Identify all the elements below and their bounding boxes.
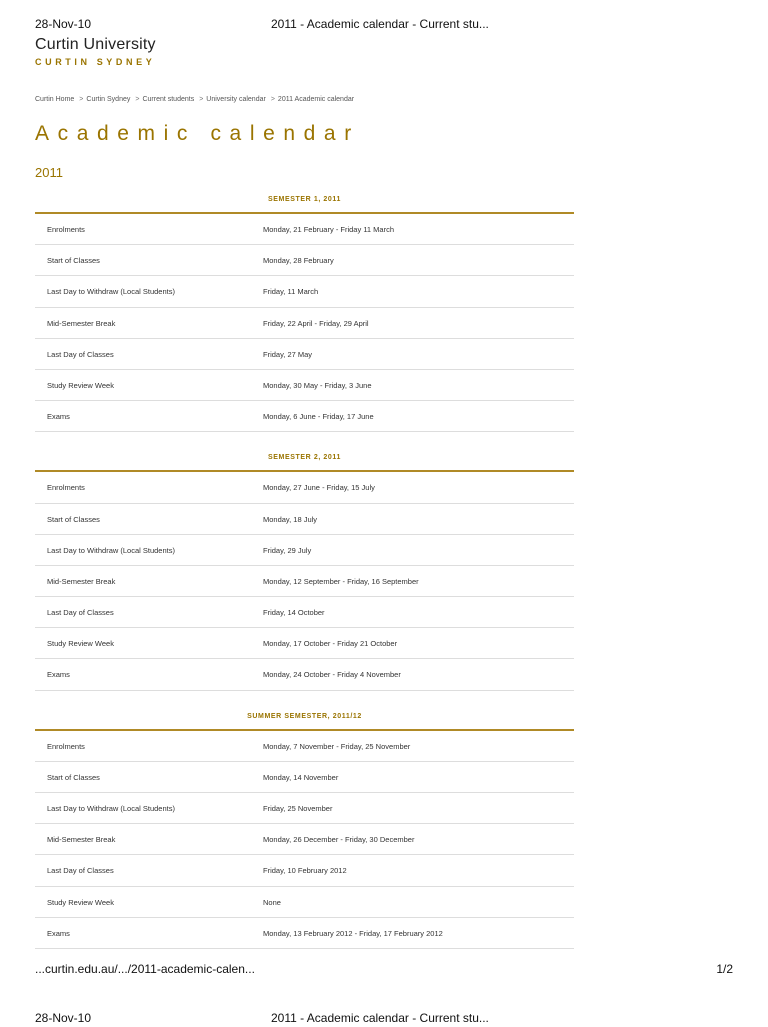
breadcrumb-link[interactable]: Curtin Home [35, 96, 75, 103]
breadcrumb-separator: > [199, 96, 204, 103]
event-dates: Monday, 27 June - Friday, 15 July [263, 483, 375, 493]
table-row [35, 597, 574, 628]
event-dates: Friday, 27 May [263, 349, 313, 359]
breadcrumb-separator: > [270, 96, 275, 103]
calendar-table [35, 190, 574, 949]
page-title: Academic calendar [35, 122, 360, 145]
event-label: Mid-Semester Break [47, 318, 116, 328]
print-document-title-page2: 2011 - Academic calendar - Current stu... [271, 1011, 489, 1025]
table-row [35, 370, 574, 401]
event-dates: Friday, 11 March [263, 287, 319, 297]
table-row [35, 245, 574, 276]
event-dates: Monday, 6 June - Friday, 17 June [263, 412, 374, 422]
event-label: Last Day of Classes [47, 608, 114, 618]
event-dates: None [263, 897, 281, 907]
breadcrumb-link[interactable]: Current students [142, 96, 195, 103]
campus-name[interactable]: CURTIN SYDNEY [35, 57, 156, 67]
event-label: Last Day of Classes [47, 349, 114, 359]
event-dates: Friday, 25 November [263, 804, 333, 813]
event-dates: Monday, 17 October - Friday 21 October [263, 639, 398, 649]
brand-block[interactable] [35, 36, 156, 67]
table-row [35, 339, 574, 370]
event-label: Enrolments [47, 483, 85, 493]
event-label: Exams [47, 670, 70, 680]
table-row [35, 535, 574, 566]
print-footer [35, 962, 733, 978]
event-label: Start of Classes [47, 772, 100, 782]
event-label: Last Day of Classes [47, 866, 114, 876]
event-dates: Friday, 22 April - Friday, 29 April [263, 318, 369, 328]
table-row [35, 731, 574, 762]
event-dates: Monday, 7 November - Friday, 25 November [263, 741, 411, 751]
event-dates: Monday, 18 July [263, 514, 318, 524]
event-label: Enrolments [47, 225, 85, 234]
table-row [35, 659, 574, 690]
table-row [35, 887, 574, 918]
page-number: 1/2 [716, 962, 733, 976]
event-label: Enrolments [47, 741, 85, 751]
university-name[interactable]: Curtin University [35, 36, 156, 53]
event-dates: Monday, 28 February [263, 256, 334, 266]
event-label: Start of Classes [47, 256, 100, 266]
event-label: Study Review Week [47, 897, 114, 907]
table-row [35, 855, 574, 886]
event-label: Exams [47, 928, 70, 938]
breadcrumb-link: 2011 Academic calendar [277, 96, 355, 103]
event-dates: Monday, 14 November [263, 772, 339, 782]
breadcrumb-link[interactable]: University calendar [206, 96, 266, 103]
semester-spacer [35, 691, 574, 707]
table-row [35, 308, 574, 339]
event-dates: Monday, 12 September - Friday, 16 September [263, 576, 419, 586]
print-header-page2 [35, 1011, 733, 1027]
event-dates: Friday, 29 July [263, 545, 312, 555]
event-dates: Monday, 24 October - Friday 4 November [263, 670, 401, 680]
print-date: 28-Nov-10 [35, 17, 92, 31]
event-label: Start of Classes [47, 514, 100, 524]
print-url: ...curtin.edu.au/.../2011-academic-calen... [35, 962, 255, 976]
breadcrumb-separator: > [79, 96, 84, 103]
table-row [35, 276, 574, 307]
event-dates: Friday, 10 February 2012 [263, 866, 347, 876]
event-label: Last Day to Withdraw (Local Students) [47, 287, 175, 297]
table-row [35, 214, 574, 245]
table-row [35, 472, 574, 503]
event-dates: Monday, 13 February 2012 - Friday, 17 February 2012 [263, 928, 443, 938]
breadcrumb-separator: > [135, 96, 140, 103]
print-date-page2: 28-Nov-10 [35, 1011, 92, 1025]
event-dates: Friday, 14 October [263, 608, 325, 618]
event-dates: Monday, 21 February - Friday 11 March [263, 225, 395, 234]
table-row [35, 824, 574, 855]
print-document-title: 2011 - Academic calendar - Current stu... [271, 17, 489, 31]
event-label: Mid-Semester Break [47, 835, 116, 845]
table-row [35, 762, 574, 793]
event-dates: Monday, 30 May - Friday, 3 June [263, 380, 372, 390]
event-label: Last Day to Withdraw (Local Students) [47, 804, 175, 813]
print-header [35, 17, 733, 33]
breadcrumb [35, 96, 356, 103]
semester-heading: SEMESTER 1, 2011 [35, 190, 574, 214]
event-dates: Monday, 26 December - Friday, 30 December [263, 835, 415, 845]
event-label: Mid-Semester Break [47, 576, 116, 586]
table-row [35, 793, 574, 824]
event-label: Exams [47, 412, 70, 422]
table-row [35, 401, 574, 432]
table-row [35, 566, 574, 597]
year-heading: 2011 [35, 165, 63, 180]
event-label: Last Day to Withdraw (Local Students) [47, 545, 175, 555]
event-label: Study Review Week [47, 639, 114, 649]
breadcrumb-link[interactable]: Curtin Sydney [86, 96, 131, 103]
table-row [35, 504, 574, 535]
semester-heading: SUMMER SEMESTER, 2011/12 [35, 707, 574, 731]
semester-spacer [35, 432, 574, 448]
table-row [35, 918, 574, 949]
semester-heading: SEMESTER 2, 2011 [35, 448, 574, 472]
table-row [35, 628, 574, 659]
event-label: Study Review Week [47, 380, 114, 390]
